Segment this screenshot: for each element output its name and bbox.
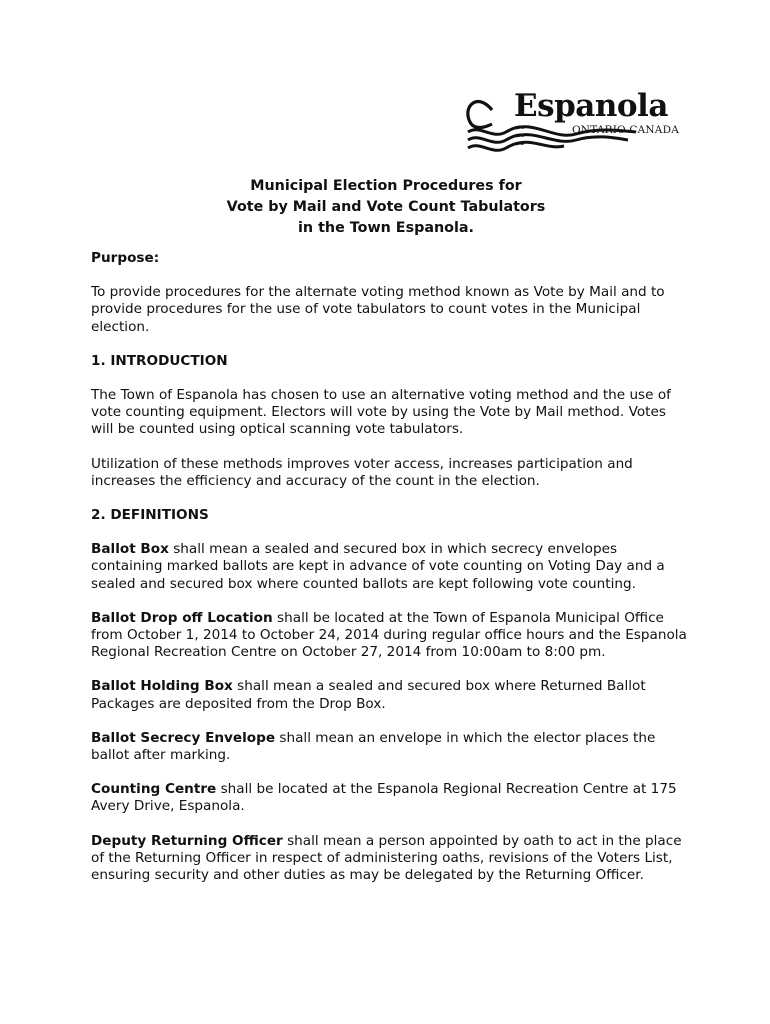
definition-text: shall mean a sealed and secured box where Returned Ballot Packages are deposited from the Drop Box.	[91, 678, 646, 712]
title-line-2: Vote by Mail and Vote Count Tabulators	[226, 199, 546, 215]
definition-ballot-box	[91, 541, 691, 593]
title-line-3: in the Town Espanola.	[298, 220, 474, 236]
definition-term: Ballot Drop off Location	[91, 609, 273, 626]
definition-ballot-holding-box	[91, 678, 691, 712]
purpose-text: To provide procedures for the alternate voting method known as Vote by Mail and to provide procedures for the use of vote tabulators to count votes in the Municipal election.	[91, 284, 665, 335]
definition-term: Counting Centre	[91, 781, 217, 798]
definition-term: Ballot Box	[91, 541, 169, 558]
document-title	[90, 176, 682, 239]
definition-term: Ballot Holding Box	[91, 678, 233, 695]
definition-ballot-secrecy-envelope	[91, 730, 691, 764]
purpose-heading: Purpose:	[91, 250, 160, 266]
definitions-heading: 2. DEFINITIONS	[91, 507, 209, 524]
introduction-heading: 1. INTRODUCTION	[91, 352, 228, 369]
definition-term: Ballot Secrecy Envelope	[91, 729, 276, 746]
definition-text: shall mean a sealed and secured box in which secrecy envelopes containing marked ballots are kept in advance of vote counting on Voting Day and a sealed and secured box where counted ballots are kept following vote counting.	[91, 541, 665, 592]
definition-term: Deputy Returning Officer	[91, 832, 283, 849]
introduction-paragraph-2: Utilization of these methods improves voter access, increases participation and increases the efficiency and accuracy of the count in the election.	[91, 455, 633, 489]
title-line-1: Municipal Election Procedures for	[250, 178, 522, 194]
definition-text: shall mean an envelope in which the elector places the ballot after marking.	[91, 729, 656, 764]
document-body	[91, 250, 691, 901]
introduction-paragraph-1: The Town of Espanola has chosen to use an alternative voting method and the use of vote counting equipment. Electors will vote by using the Vote by Mail method. Votes will be counted using optical scanning vote tabulators.	[91, 387, 671, 438]
logo-subtitle: ONTARIO CANADA	[572, 124, 679, 136]
definition-text: shall be located at the Espanola Regional Recreation Centre at 175 Avery Drive, Espanola.	[91, 781, 677, 815]
definition-ballot-drop-off	[91, 610, 691, 662]
definition-counting-centre	[91, 781, 691, 815]
logo-name: Espanola	[514, 88, 668, 124]
definition-deputy-returning-officer	[91, 833, 691, 885]
espanola-logo	[464, 88, 686, 164]
definition-text: shall mean a person appointed by oath to act in the place of the Returning Officer in respect of administering oaths, revisions of the Voters List, ensuring security and other duties as may be delegated by the Returning Officer.	[91, 832, 682, 884]
definition-text: shall be located at the Town of Espanola Municipal Office from October 1, 2014 to October 24, 2014 during regular office hours and the Espanola Regional Recreation Centre on October 27, 2014 from 10:00am to 8:00 pm.	[91, 609, 687, 661]
